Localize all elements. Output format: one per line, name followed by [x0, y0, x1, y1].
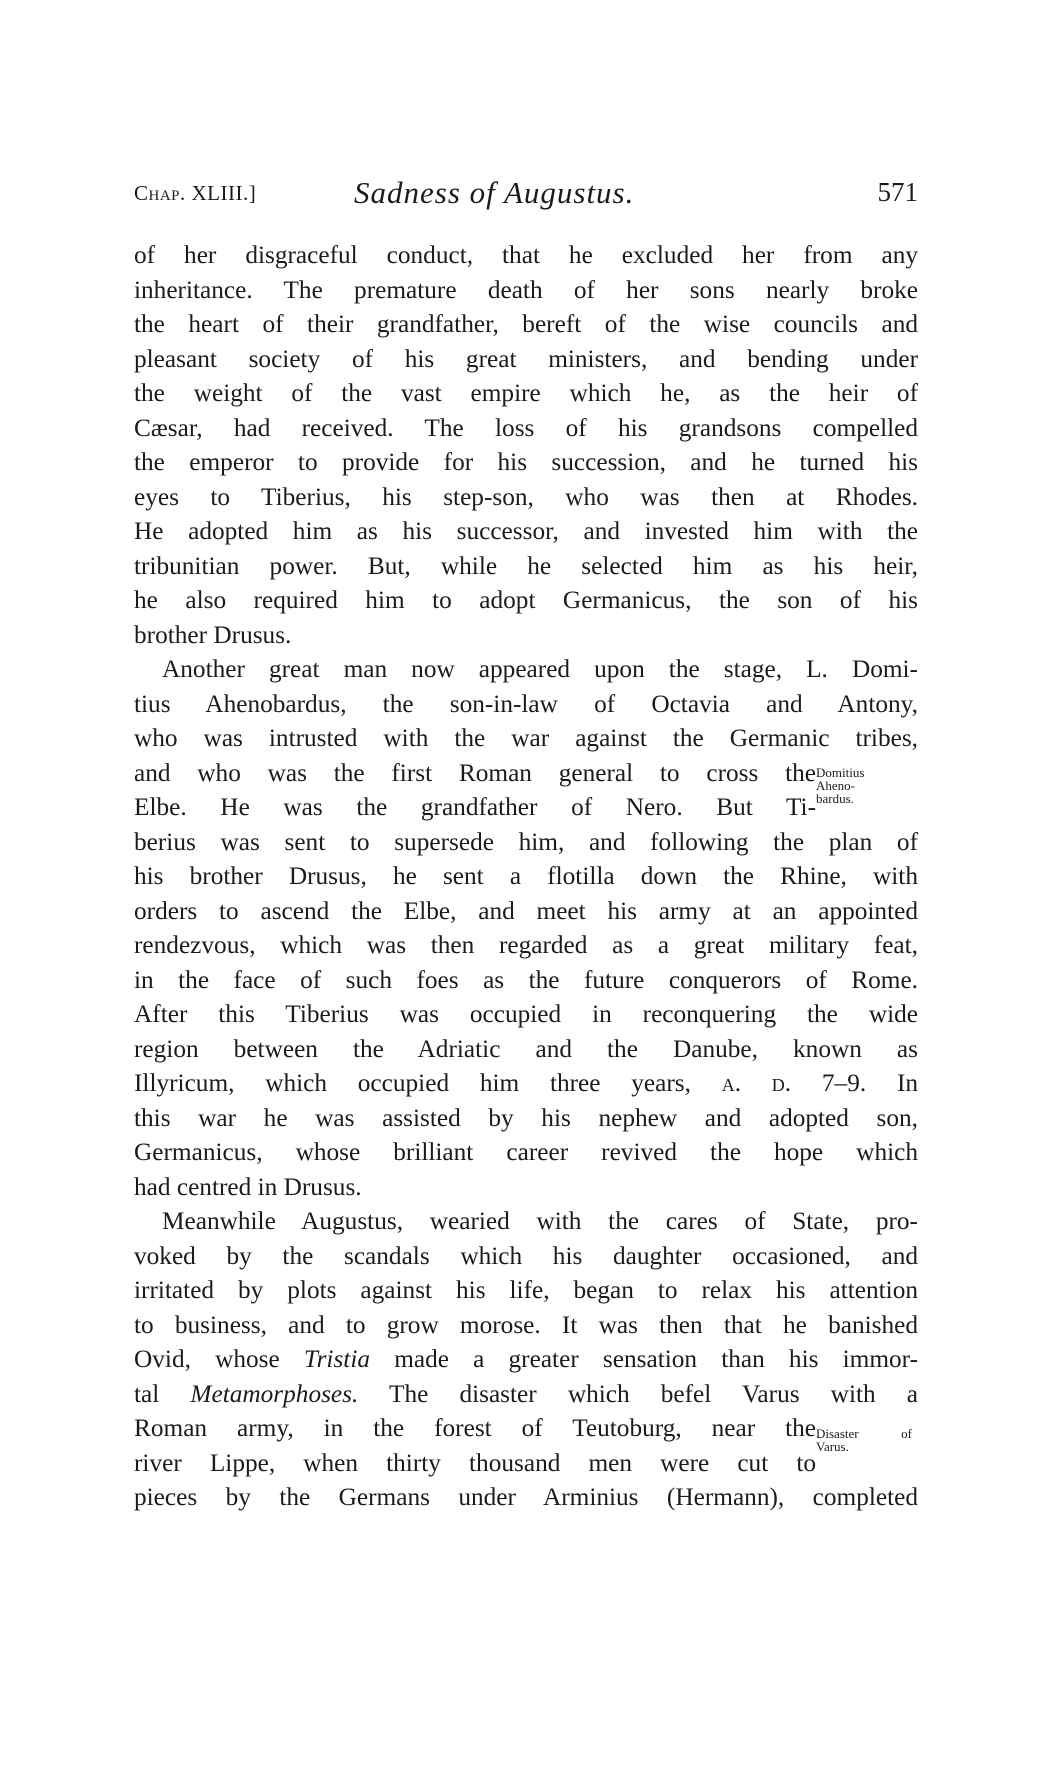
margin-note-line: Domitius — [816, 764, 865, 780]
text-run: Ovid, whose — [134, 1345, 280, 1373]
text-line: berius was sent to supersede him, and following the plan of — [134, 827, 918, 856]
text-line: had centred in Drusus. — [134, 1172, 362, 1201]
text-line: of her disgraceful conduct, that he excluded her from any — [134, 241, 918, 269]
text-line: pieces by the Germans under Arminius (Hermann), completed — [134, 1483, 918, 1511]
text-line: Meanwhile Augustus, wearied with the cares of State, pro- — [162, 1207, 918, 1235]
page-number: 571 — [877, 177, 918, 207]
text-line: region between the Adriatic and the Danube, known as — [134, 1034, 918, 1063]
text-line: the heart of their grandfather, bereft of the wise councils and — [134, 310, 918, 338]
running-header — [134, 175, 918, 215]
chapter-label: Chap. XLIII.] — [134, 181, 257, 205]
text-run: Illyricum, which occupied him three years, — [134, 1069, 691, 1097]
text-line: eyes to Tiberius, his step-son, who was then at Rhodes. — [134, 482, 918, 511]
text-line: He adopted him as his successor, and invested him with the — [134, 517, 918, 545]
text-line-content: and who was the first Roman general to cross the — [134, 758, 816, 787]
text-run-italic: Metamorphoses. — [190, 1379, 359, 1408]
text-line: irritated by plots against his life, began to relax his attention — [134, 1276, 918, 1304]
text-run: a. d. — [721, 1069, 792, 1097]
running-title: Sadness of Augustus. — [354, 175, 635, 210]
text-line: pleasant society of his great ministers, and bending under — [134, 344, 918, 373]
text-line: inheritance. The premature death of her sons nearly broke — [134, 275, 918, 304]
text-line: Germanicus, whose brilliant career revived the hope which — [134, 1138, 918, 1166]
margin-note-line: Varus. — [816, 1439, 849, 1454]
text-run-italic: Tristia — [303, 1345, 371, 1373]
text-run: In — [896, 1069, 919, 1097]
text-run: 7–9. — [821, 1069, 867, 1097]
text-line: rendezvous, which was then regarded as a great military feat, — [134, 931, 918, 959]
text-line: his brother Drusus, he sent a flotilla down the Rhine, with — [134, 862, 918, 890]
text-line: Elbe. He was the grandfather of Nero. But Ti- — [134, 793, 816, 821]
text-line: After this Tiberius was occupied in reconquering the wide — [134, 1000, 918, 1028]
text-line: river Lippe, when thirty thousand men were cut to — [134, 1448, 816, 1477]
margin-note-line: Disaster of — [816, 1426, 912, 1441]
text-line: tribunitian power. But, while he selected him as his heir, — [134, 551, 918, 580]
margin-note-varus — [816, 1427, 912, 1453]
margin-note-line: Aheno- — [816, 777, 855, 793]
text-line — [134, 1377, 918, 1412]
text-line — [134, 1411, 918, 1454]
text-line: brother Drusus. — [134, 620, 292, 649]
text-line — [134, 1066, 918, 1101]
margin-note-line: bardus. — [816, 790, 854, 806]
text-line — [134, 1342, 918, 1377]
text-run: The disaster which befel Varus with a — [389, 1379, 918, 1408]
text-run: made a greater sensation than his immor- — [394, 1345, 918, 1373]
text-line: to business, and to grow morose. It was then that he banished — [134, 1310, 918, 1339]
text-run: tal — [134, 1379, 160, 1408]
text-line — [134, 756, 918, 806]
text-line: tius Ahenobardus, the son-in-law of Octavia and Antony, — [134, 689, 918, 718]
text-line: he also required him to adopt Germanicus, the son of his — [134, 586, 918, 614]
text-line: the emperor to provide for his succession, and he turned his — [134, 448, 918, 476]
body-text — [134, 238, 918, 1515]
text-line: who was intrusted with the war against the Germanic tribes, — [134, 724, 918, 752]
margin-note-domitius — [816, 766, 912, 805]
text-line: this war he was assisted by his nephew and adopted son, — [134, 1103, 918, 1132]
text-line: voked by the scandals which his daughter occasioned, and — [134, 1241, 918, 1270]
text-line: the weight of the vast empire which he, as the heir of — [134, 379, 918, 407]
text-line: Another great man now appeared upon the stage, L. Domi- — [162, 655, 918, 683]
text-line: Cæsar, had received. The loss of his grandsons compelled — [134, 413, 918, 442]
text-line-content: Roman army, in the forest of Teutoburg, near the — [134, 1414, 816, 1442]
text-line: in the face of such foes as the future conquerors of Rome. — [134, 965, 918, 994]
text-line: orders to ascend the Elbe, and meet his army at an appointed — [134, 896, 918, 925]
